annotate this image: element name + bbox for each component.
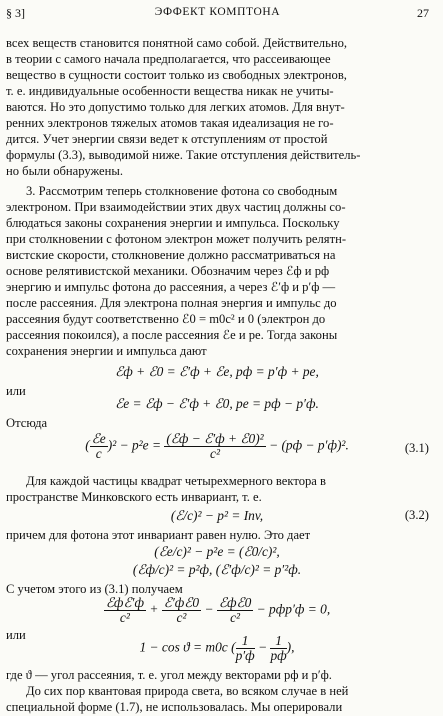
text-line: но были обнаружены.: [6, 164, 123, 178]
equation-conservation: ℰф + ℰ0 = ℰ′ф + ℰe, pф = p′ф + pe,: [115, 364, 319, 379]
text-line: электроном. При взаимодействии этих двух частиц должны со-: [6, 200, 346, 214]
text-line: в теории с самого начала предполагается, что рассеивающее: [6, 52, 331, 66]
word-hence: Отсюда: [6, 416, 48, 430]
equation-final: 1 − cos ϑ = m0c ( $\frac{1}{p'ф}$ − $\frac{1}{pф}$ ),: [139, 633, 295, 663]
text-line: энергию и импульс фотона до рассеяния, а через ℰ′ф и p′ф —: [6, 280, 336, 294]
equation-3-2: (ℰ/c)² − p² = Inv,: [170, 508, 264, 523]
text-line: С учетом этого из (3.1) получаем: [6, 582, 183, 596]
text-line: ренних электронов тяжелых атомов такая идеализация не го-: [6, 116, 334, 130]
text-line: вистские скорости, столкновение должно рассматриваться на: [6, 248, 336, 262]
text-line: ваются. Но это допустимо только для легких атомов. Для внут-: [6, 100, 345, 114]
section-ref: § 3]: [6, 6, 25, 20]
word-or: или: [6, 628, 26, 642]
equation-3-1: ( $\frac{\text{ℰe}}{c}$ )² − p²e = $\frac{\text{(ℰф − ℰ′ф + ℰ0)²}}{\text{c²}}$ − (pф − p′ф)².: [85, 431, 349, 461]
text-line: после рассеяния. Для электрона полная энергия и импульс до: [6, 296, 337, 310]
text-line: т. е. индивидуальные особенности вещества никак не учиты-: [6, 84, 334, 98]
equation-number: (3.2): [404, 508, 429, 522]
equation-rearranged: ℰe = ℰф − ℰ′ф + ℰ0, pe = pф − p′ф.: [115, 396, 319, 411]
text-line: блюдаться законы сохранения энергии и импульса. Поскольку: [6, 216, 340, 230]
text-line: при столкновении с фотоном электрон может получить релятн-: [6, 232, 347, 246]
text-line: специальной форме (1.7), не использовалась. Мы оперировали: [6, 700, 343, 714]
text-line: основе релятивистской механики. Обозначим через ℰф и pф: [6, 264, 330, 278]
running-header: [6, 6, 429, 24]
page-number: 27: [417, 6, 429, 20]
equation-number: (3.1): [404, 441, 429, 455]
text-line: пространстве Минковского есть инвариант, т. е.: [6, 490, 262, 504]
text-line: дится. Учет энергии связи ведет к отступлениям от простой: [6, 132, 328, 146]
equation-invariant-2: (ℰф/c)² = p²ф, (ℰ′ф/c)² = p′²ф.: [132, 562, 302, 577]
equation-result: $\frac{\text{ℰфℰ′ф}}{\text{c²}}$ + $\frac{\text{ℰ′фℰ0}}{\text{c²}}$ − $\frac{\text{ℰфℰ0}}{\text{c²}}$ − pфp′ф = 0,: [105, 595, 331, 625]
running-title: ЭФФЕКТ КОМПТОНА: [154, 6, 281, 18]
text-line: формулы (3.3), выводимой ниже. Такие отступления действитель-: [6, 148, 361, 162]
text-line: Для каждой частицы квадрат четырехмерного вектора в: [26, 474, 326, 488]
text-line: 3. Рассмотрим теперь столкновение фотона со свободным: [26, 184, 338, 198]
text-line: всех веществ становится понятной само собой. Действительно,: [6, 36, 348, 50]
text-line: сохранения энергии и импульса дают: [6, 344, 207, 358]
text-line: вещество в сущности состоит только из свободных электронов,: [6, 68, 347, 82]
text-line: рассеяния будут соответственно ℰ0 = m0c² и 0 (электрон до: [6, 312, 326, 326]
text-line: где ϑ — угол рассеяния, т. е. угол между векторами pф и p′ф.: [6, 668, 332, 682]
equation-invariant-1: (ℰe/c)² − p²e = (ℰ0/c)²,: [154, 544, 280, 559]
word-or: или: [6, 384, 26, 398]
text-line: До сих пор квантовая природа света, во всяком случае в ней: [26, 684, 349, 698]
text-line: причем для фотона этот инвариант равен нулю. Это дает: [6, 528, 311, 542]
text-line: рассеяния покоился), а после рассеяния ℰe и pe. Тогда законы: [6, 328, 338, 342]
